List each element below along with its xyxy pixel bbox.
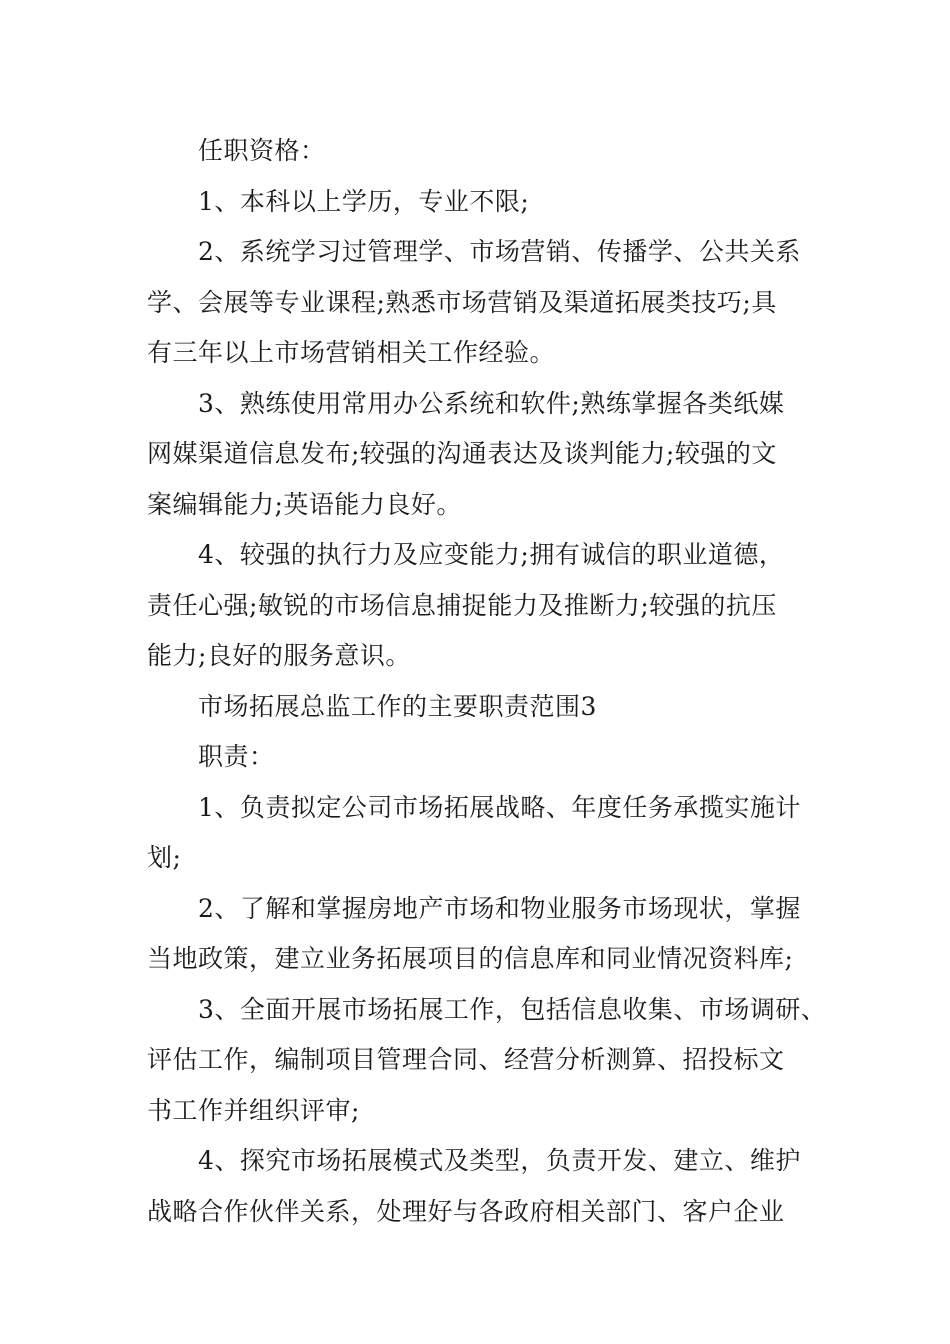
- paragraph-line: 战略合作伙伴关系，处理好与各政府相关部门、客户企业: [147, 1196, 785, 1226]
- document-body: [147, 126, 827, 1237]
- paragraph-first-line: 3、全面开展市场拓展工作，包括信息收集、市场调研、: [198, 994, 827, 1024]
- paragraph-line: 评估工作，编制项目管理合同、经营分析测算、招投标文: [147, 1045, 785, 1074]
- paragraph-line: 书工作并组织评审;: [147, 1095, 360, 1125]
- paragraph-line: 划;: [147, 843, 182, 872]
- paragraph: [147, 985, 827, 1137]
- paragraph: [147, 126, 817, 177]
- paragraph-first-line: 4、较强的执行力及应变能力;拥有诚信的职业道德，: [198, 540, 785, 569]
- paragraph: [147, 682, 817, 733]
- paragraph-first-line: 2、系统学习过管理学、市场营销、传播学、公共关系: [198, 237, 801, 266]
- paragraph-first-line: 1、负责拟定公司市场拓展战略、年度任务承揽实施计: [198, 792, 801, 822]
- paragraph-line: 网媒渠道信息发布;较强的沟通表达及谈判能力;较强的文: [147, 439, 777, 468]
- paragraph: [147, 884, 817, 985]
- paragraph-line: 有三年以上市场营销相关工作经验。: [147, 338, 556, 367]
- paragraph: [147, 783, 817, 884]
- paragraph-line: 学、会展等专业课程;熟悉市场营销及渠道拓展类技巧;具: [147, 287, 777, 317]
- paragraph: [147, 177, 817, 228]
- paragraph-first-line: 任职资格：: [198, 136, 326, 165]
- paragraph-first-line: 4、探究市场拓展模式及类型，负责开发、建立、维护: [198, 1146, 801, 1175]
- paragraph-first-line: 1、本科以上学历，专业不限;: [198, 186, 530, 216]
- paragraph-first-line: 3、熟练使用常用办公系统和软件;熟练掌握各类纸媒: [198, 388, 785, 418]
- paragraph-line: 当地政策，建立业务拓展项目的信息库和同业情况资料库;: [147, 944, 794, 973]
- paragraph: [147, 732, 817, 783]
- paragraph: [147, 530, 817, 682]
- paragraph-first-line: 市场拓展总监工作的主要职责范围3: [198, 691, 597, 721]
- paragraph: [147, 379, 817, 531]
- paragraph-line: 责任心强;敏锐的市场信息捕捉能力及推断力;较强的抗压: [147, 590, 777, 620]
- paragraph: [147, 1136, 817, 1237]
- paragraph: [147, 227, 817, 379]
- paragraph-line: 能力;良好的服务意识。: [147, 641, 411, 670]
- paragraph-first-line: 2、了解和掌握房地产市场和物业服务市场现状，掌握: [198, 893, 801, 923]
- paragraph-line: 案编辑能力;英语能力良好。: [147, 489, 462, 519]
- paragraph-first-line: 职责：: [198, 742, 275, 771]
